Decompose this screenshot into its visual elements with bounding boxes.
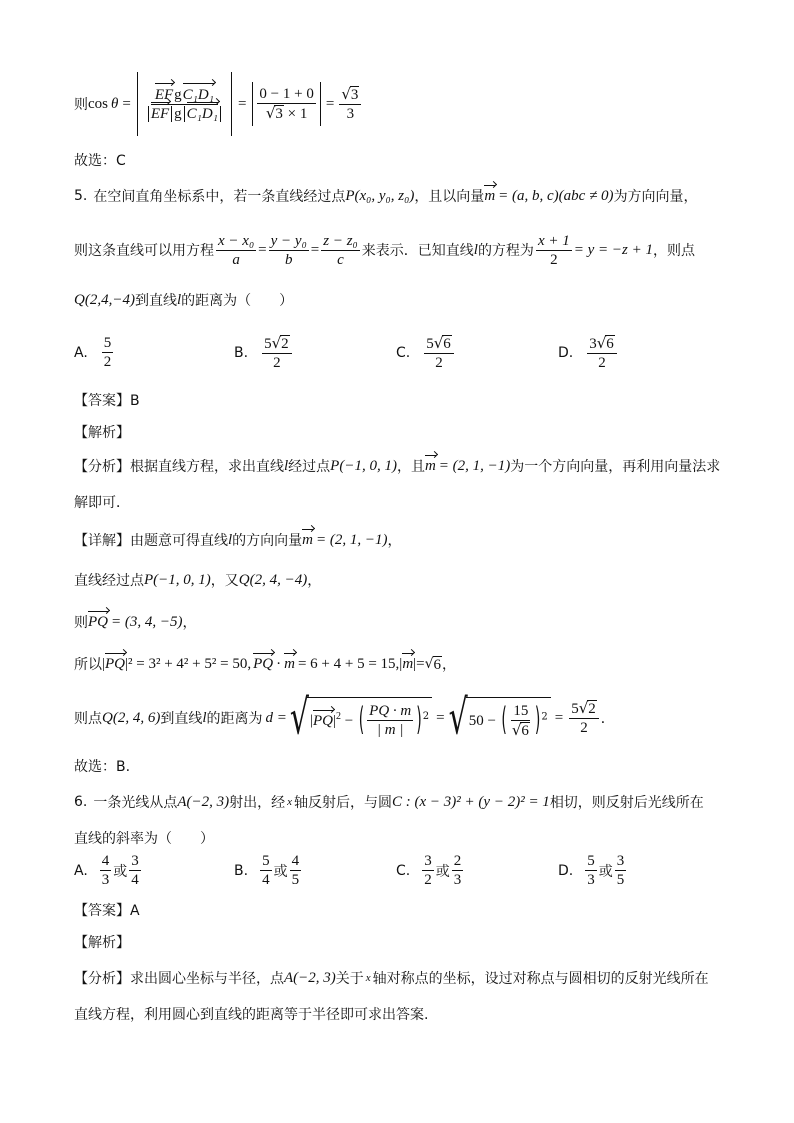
mid-radicand: 6 [521, 722, 529, 739]
question-number: 5. [74, 188, 88, 204]
proj-den: | m | [376, 722, 404, 738]
xiangjie-text: ， [387, 533, 402, 549]
xiangjie-text: 所以 [74, 657, 102, 673]
proj-num: PQ · m [369, 703, 412, 719]
option-or: 或 [598, 863, 613, 880]
distance-radicand-2: 50 − ( $\frac{15}{√6}$ )$^2$ [466, 697, 551, 740]
cos-theta-formula [74, 70, 363, 138]
distance-d: d = [265, 709, 287, 726]
conclusion-q5: 故选：B. [74, 759, 131, 775]
equals-sign-2: = [237, 95, 247, 112]
xiangjie-text: ，又 [210, 573, 239, 589]
question-number: 6. [74, 794, 88, 810]
fenxi-text: ，且 [396, 459, 425, 475]
line-l: l [284, 457, 289, 474]
fenxi-text: 为一个方向向量，再利用向量法求 [510, 459, 721, 475]
vector-m: m [402, 655, 414, 672]
inner-den-rest: × 1 [283, 106, 308, 122]
axis-x: x [365, 972, 371, 984]
mid-num: 15 [513, 702, 529, 719]
option-num: 5 [264, 336, 272, 352]
line-l: l [202, 709, 207, 726]
option-num: 4 [291, 853, 300, 869]
q5-option-a[interactable] [74, 334, 115, 371]
option-num: 5 [262, 853, 270, 869]
option-label: A. [74, 862, 88, 879]
vector-ef: EF [154, 86, 174, 103]
option-label: C. [396, 345, 411, 361]
option-num: 5 [587, 853, 595, 869]
fenxi-line2: 解即可． [74, 495, 130, 511]
option-label: C. [396, 862, 411, 879]
q6-line2: 直线的斜率为（ ） [74, 831, 214, 847]
cos-fraction [142, 86, 227, 123]
eq-frac-den: c [337, 251, 344, 268]
fenxi-text: 经过点 [288, 459, 331, 475]
xiangjie-tag: 【详解】 [74, 533, 130, 549]
line-l: l [228, 531, 233, 548]
option-num: 5 [103, 335, 112, 351]
q6-option-b[interactable] [234, 852, 303, 889]
q5-text: 在空间直角坐标系中，若一条直线经过点 [93, 189, 346, 205]
vector-pq: PQ [105, 655, 126, 672]
option-num: 2 [453, 853, 462, 869]
q5-option-b[interactable]: B. $\frac{5√2}{2}$ [234, 334, 294, 372]
option-den: 3 [453, 872, 462, 888]
fenxi-text: 关于 [335, 971, 364, 987]
equals-sign-3: = [325, 95, 335, 112]
point-p: P(x₀, y₀, z₀) [345, 187, 415, 204]
result-fraction: $\frac{√3}{3}$ [339, 85, 361, 123]
vector-c1d1-abs: C₁D₁ [186, 105, 218, 122]
inner-fraction: $\frac{0 - 1 + 0}{√3 \times 1}$ [259, 86, 314, 122]
sqrt-symbol: √ [289, 690, 309, 746]
vector-m: m [284, 655, 295, 672]
theta-symbol: θ [111, 95, 119, 112]
answer-tag: 【答案】A [74, 903, 140, 919]
sqrt-symbol: √ [448, 690, 468, 746]
option-den: 2 [103, 354, 112, 370]
option-or: 或 [273, 863, 288, 880]
xiangjie-text: 则 [74, 615, 88, 631]
option-den: 5 [616, 872, 625, 888]
vector-pq: PQ [88, 613, 108, 630]
distance-radicand: $|PQ|^2$ − ( $\frac{PQ \cdot m}{| m |}$ )$^2$ [307, 697, 432, 739]
q6-text: 轴反射后，与圆 [294, 795, 393, 811]
dot-glyph: g [174, 86, 182, 103]
abs-bar-left [137, 72, 138, 136]
vector-m-value: = (2, 1, −1) [316, 531, 388, 548]
xiangjie-text: 则点 [74, 711, 102, 727]
xiangjie-text: 的方向向量 [232, 533, 303, 549]
option-num: 5 [426, 336, 434, 352]
mid-expression: 50 − [468, 712, 496, 729]
pq-norm-squared: |² = 3² + 4² + 5² = 50, [125, 655, 252, 672]
vector-m-value: = (a, b, c)(abc ≠ 0) [498, 187, 614, 204]
cos-label: cos [88, 95, 108, 112]
option-num: 3 [589, 336, 597, 352]
q5-text: ，且以向量 [414, 189, 485, 205]
xiangjie-line1 [74, 530, 402, 550]
q5-text: 来表示．已知直线 [361, 243, 474, 259]
option-label: A. [74, 344, 88, 361]
vector-m: m [424, 457, 436, 474]
option-num: 3 [616, 853, 625, 869]
q6-option-d[interactable] [558, 852, 628, 889]
xiangjie-line4: 所以 | PQ |² = 3² + 4² + 5² = 50, PQ · m = 6 + 4 + 5 = 15, | m |= √ 6 ， [74, 655, 457, 673]
axis-x: x [287, 796, 293, 808]
line-l: l [176, 291, 182, 308]
fenxi-tag: 【分析】 [74, 971, 130, 987]
eq-frac-num: x − x₀ [218, 232, 255, 249]
eq-frac-den: b [284, 251, 293, 268]
circle-equation: C : (x − 3)² + (y − 2)² = 1 [392, 793, 550, 810]
option-den: 4 [262, 872, 270, 888]
formula-prefix: 则 [74, 97, 88, 113]
xiangjie-text: ， [307, 573, 322, 589]
option-den: 2 [273, 355, 281, 371]
option-radicand: 2 [281, 336, 289, 352]
q6-line1 [74, 792, 704, 812]
q5-text: 则这条直线可以用方程 [74, 243, 214, 259]
result-radicand: 3 [350, 87, 359, 103]
answer-q4: 故选：C [74, 153, 126, 169]
option-or: 或 [435, 863, 450, 880]
xiangjie-line2 [74, 570, 321, 590]
point-q: Q(2, 4, 6) [102, 709, 161, 726]
line-equation-rest: = y = −z + 1 [573, 241, 653, 258]
q5-text: 的方程为 [477, 243, 534, 259]
xiangjie-text: 到直线 [160, 711, 203, 727]
option-radicand: 6 [606, 336, 614, 352]
xiangjie-text: 直线经过点 [74, 573, 144, 589]
option-label: B. [234, 345, 249, 361]
result-den: 2 [580, 720, 588, 736]
q5-line2: 则这条直线可以用方程 $\frac{\text{x − x₀}}{a}$ = $\frac{\text{y − y₀}}{b}$ = $\frac{\text{z − z₀}}{c}$ 来表示．已知直线 l 的方程为 $\frac{x + 1}{2}$ = y = −z + 1 ，则点 [74, 232, 695, 268]
q6-text: 射出，经 [229, 795, 286, 811]
xiangjie-line5: 则点 Q(2, 4, 6) 到直线 l 的距离为 d = √ $|PQ|^2$ − ( $\frac{PQ \cdot m}{| m |}$ )$^2$ = √ 50 − ( $\frac{15}{√6}$ )$^2$ = $\frac{5√2}{2}$ ． [74, 690, 615, 746]
fenxi-text: 根据直线方程，求出直线 [130, 459, 284, 475]
result-denominator: 3 [346, 106, 355, 122]
option-label: D. [558, 345, 574, 361]
vector-m-value: = (2, 1, −1) [438, 457, 511, 474]
norm-eq: |= [413, 655, 425, 672]
q6-text: 相切，则反射后光线所在 [549, 795, 704, 811]
option-den: 5 [291, 872, 300, 888]
vector-ef-abs: EF [150, 105, 170, 122]
inner-numerator: 0 − 1 + 0 [259, 86, 314, 102]
q6-option-c[interactable] [396, 852, 465, 889]
equals-sign: = [122, 95, 131, 112]
point-a: A(−2, 3) [284, 969, 336, 986]
point-q: Q(2,4,−4) [74, 291, 135, 308]
option-den: 2 [598, 355, 606, 371]
fenxi-tag: 【分析】 [74, 459, 130, 475]
point-p: P(−1, 0, 1) [330, 457, 397, 474]
dot-glyph: g [174, 105, 182, 122]
eq-frac-num: z − z₀ [323, 232, 358, 249]
option-num: 4 [101, 853, 110, 869]
analysis-tag: 【解析】 [74, 425, 130, 441]
xiangjie-text: ， [442, 657, 457, 673]
point-p: P(−1, 0, 1) [144, 571, 211, 588]
q5-text: 到直线 [134, 293, 177, 309]
vector-pq: PQ [253, 655, 274, 672]
analysis-tag: 【解析】 [74, 935, 130, 951]
option-num: 3 [424, 853, 432, 869]
vector-pq: PQ [313, 712, 334, 729]
option-den: 3 [101, 872, 110, 888]
xiangjie-text: 的距离为 [206, 711, 263, 727]
abs-bar-right [231, 72, 232, 136]
fenxi-text: 求出圆心坐标与半径，点 [130, 971, 284, 987]
q6-option-a[interactable] [74, 852, 143, 889]
q5-option-c[interactable]: C. $\frac{5√6}{2}$ [396, 334, 456, 372]
q6-fenxi-line2: 直线方程，利用圆心到直线的距离等于半径即可求出答案. [74, 1007, 429, 1023]
option-num: 3 [131, 853, 139, 869]
xiangjie-text: 由题意可得直线 [130, 533, 228, 549]
option-label: D. [558, 862, 574, 879]
q6-fenxi-line1 [74, 968, 709, 988]
answer-tag: 【答案】B [74, 393, 140, 409]
result-radicand: 2 [588, 701, 596, 717]
xiangjie-text: ． [600, 711, 615, 727]
radicand: 6 [433, 656, 442, 673]
dot-product-value: = 6 + 4 + 5 = 15, [297, 655, 400, 672]
vector-c1d1: C₁D₁ [182, 86, 214, 103]
option-den: 2 [424, 872, 432, 888]
q6-text: 一条光线从点 [93, 795, 178, 811]
eq-frac-num: y − y₀ [270, 232, 307, 249]
eq-frac-den: 2 [550, 251, 558, 268]
xiangjie-text: ， [182, 615, 197, 631]
vector-m: m [484, 187, 496, 204]
option-label: B. [234, 862, 249, 879]
q5-option-d[interactable]: D. $\frac{3√6}{2}$ [558, 334, 619, 372]
q5-text: 为方向向量， [613, 189, 698, 205]
option-radicand: 6 [443, 336, 451, 352]
point-a: A(−2, 3) [177, 793, 230, 810]
q5-line3 [74, 290, 293, 310]
eq-frac-den: a [232, 251, 240, 268]
q5-text: 的距离为（ ） [181, 293, 294, 309]
inner-radicand: 3 [275, 106, 283, 122]
option-den: 4 [131, 872, 139, 888]
xiangjie-line3 [74, 612, 196, 632]
eq-frac-num: x + 1 [537, 232, 570, 249]
vector-pq-value: = (3, 4, −5) [111, 613, 183, 630]
dot-operator: · [276, 655, 282, 672]
option-den: 3 [587, 872, 595, 888]
option-or: 或 [113, 863, 128, 880]
line-l: l [473, 241, 478, 258]
point-q: Q(2, 4, −4) [238, 571, 308, 588]
fenxi-text: 轴对称点的坐标，设过对称点与圆相切的反射光线所在 [372, 971, 709, 987]
fenxi-line1 [74, 456, 720, 476]
result-num: 5 [571, 701, 579, 717]
vector-m: m [302, 531, 314, 548]
q5-text: ，则点 [652, 243, 695, 259]
option-den: 2 [435, 355, 443, 371]
q5-line1 [74, 186, 698, 206]
